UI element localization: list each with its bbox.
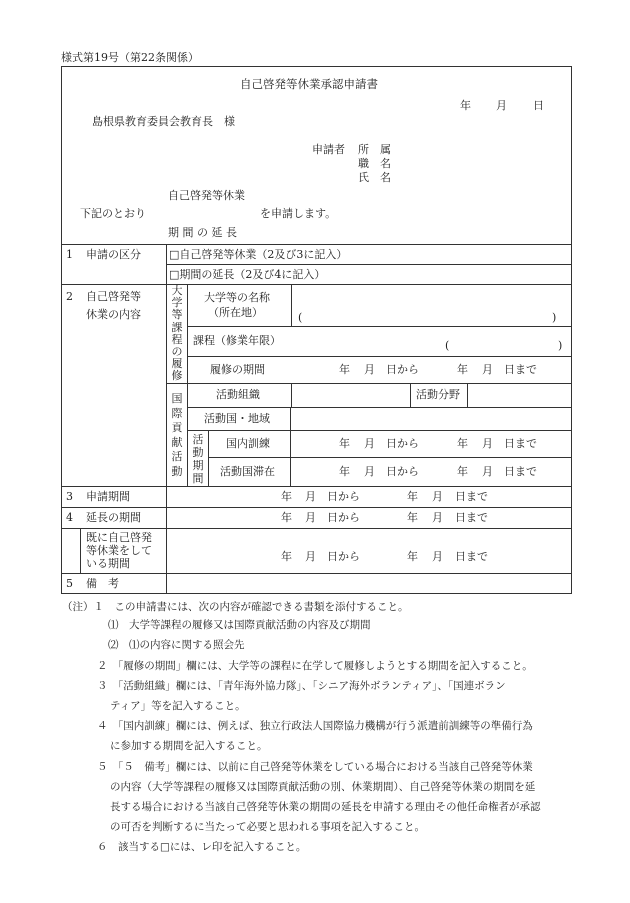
domestic-training-label: 国内訓練: [226, 437, 270, 450]
option-leave: 自己啓発等休業: [168, 189, 245, 202]
row3-number: 3: [66, 490, 73, 503]
domestic-from-month: 月: [364, 437, 375, 450]
abroad-to-year: 年: [457, 465, 468, 478]
request-prefix: 下記のとおり: [80, 207, 146, 220]
note-line: ティア」等を記入すること。: [110, 700, 246, 712]
row1-option-leave[interactable]: □自己啓発等休業（2及び3に記入）: [169, 248, 348, 261]
r4-to-month: 月: [432, 511, 443, 524]
r3-to-day: 日まで: [455, 490, 488, 503]
abroad-from-day: 日から: [386, 465, 419, 478]
date-day-label: 日: [533, 99, 544, 112]
r4-from-year: 年: [281, 511, 292, 524]
note-line: ４ 「国内訓練」欄には、例えば、独立行政法人国際協力機構が行う派遣前訓練等の準備行為: [97, 720, 533, 732]
note-line: ２ 「履修の期間」欄には、大学等の課程に在学して履修しようとする期間を記入すること。: [97, 660, 533, 672]
row2-label-line2: 休業の内容: [86, 308, 141, 321]
already-to-day: 日まで: [455, 550, 488, 563]
study-to-year: 年: [457, 363, 468, 376]
university-location-label: （所在地）: [208, 306, 263, 319]
affiliation-label: 所 属: [358, 143, 391, 156]
r3-from-year: 年: [281, 490, 292, 503]
already-from-year: 年: [281, 550, 292, 563]
activity-country-label: 活動国・地域: [204, 412, 270, 425]
already-from-month: 月: [305, 550, 316, 563]
row2-label-line1: 自己啓発等: [86, 290, 141, 303]
row5-number: 5: [66, 577, 73, 590]
note-line: に参加する期間を記入すること。: [110, 740, 268, 752]
r3-to-year: 年: [407, 490, 418, 503]
univ-paren-close: ): [552, 311, 557, 324]
abroad-to-month: 月: [482, 465, 493, 478]
note-line: ３ 「活動組織」欄には、「青年海外協力隊」、「シニア海外ボランティア」、「国連ボラン: [97, 680, 506, 692]
domestic-to-month: 月: [482, 437, 493, 450]
row3-label: 申請期間: [86, 490, 130, 503]
r4-to-day: 日まで: [455, 511, 488, 524]
r3-from-month: 月: [305, 490, 316, 503]
course-paren-open: (: [445, 339, 450, 352]
row1-label: 申請の区分: [86, 248, 141, 261]
intl-contribution-vertical-label: 国際貢献活動: [171, 392, 183, 478]
study-from-year: 年: [339, 363, 350, 376]
note-line: ６ 該当する□には、レ印を記入すること。: [97, 841, 307, 853]
date-year-label: 年: [460, 99, 471, 112]
note-line: （注）１ この申請書には、次の内容が確認できる書類を添付すること。: [62, 601, 409, 613]
activity-field-label: 活動分野: [416, 388, 460, 401]
note-line: ５ 「５ 備考」欄には、以前に自己啓発等休業をしている場合における当該自己啓発等休業: [97, 761, 533, 773]
row1-number: 1: [66, 248, 73, 261]
domestic-from-day: 日から: [386, 437, 419, 450]
document-title: 自己啓発等休業承認申請書: [240, 77, 378, 91]
university-name-label: 大学等の名称: [204, 291, 270, 304]
already-to-month: 月: [432, 550, 443, 563]
addressee: 島根県教育委員会教育長 様: [92, 115, 235, 128]
row4-label: 延長の期間: [86, 511, 141, 524]
request-suffix: を申請します。: [260, 207, 337, 220]
already-label-line3: いる期間: [86, 557, 130, 570]
note-line: ⑵ ⑴の内容に関する照会先: [108, 639, 245, 651]
study-to-day: 日まで: [504, 363, 537, 376]
activity-period-vertical-label: 活動期間: [192, 433, 204, 485]
abroad-to-day: 日まで: [504, 465, 537, 478]
already-label-line2: 等休業をして: [86, 544, 152, 557]
applicant-label: 申請者: [312, 143, 345, 156]
option-extension: 期 間 の 延 長: [168, 226, 237, 239]
row4-number: 4: [66, 511, 73, 524]
abroad-from-year: 年: [339, 465, 350, 478]
domestic-from-year: 年: [339, 437, 350, 450]
already-label-line1: 既に自己啓発: [86, 531, 152, 544]
already-from-day: 日から: [327, 550, 360, 563]
date-month-label: 月: [496, 99, 507, 112]
note-line: の内容（大学等課程の履修又は国際貢献活動の別、休業期間）、自己啓発等休業の期間を延: [110, 781, 536, 793]
study-from-day: 日から: [386, 363, 419, 376]
row5-label: 備 考: [86, 577, 119, 590]
course-label: 課程（修業年限）: [193, 334, 281, 347]
study-to-month: 月: [482, 363, 493, 376]
abroad-stay-label: 活動国滞在: [220, 465, 275, 478]
domestic-to-day: 日まで: [504, 437, 537, 450]
r3-from-day: 日から: [327, 490, 360, 503]
form-label: 様式第19号（第22条関係）: [61, 51, 199, 64]
r4-from-day: 日から: [327, 511, 360, 524]
univ-paren-open: (: [298, 311, 303, 324]
already-to-year: 年: [407, 550, 418, 563]
course-paren-close: ): [558, 339, 563, 352]
activity-org-label: 活動組織: [216, 388, 260, 401]
abroad-from-month: 月: [364, 465, 375, 478]
position-label: 職 名: [358, 157, 391, 170]
name-label: 氏 名: [358, 171, 391, 184]
r3-to-month: 月: [432, 490, 443, 503]
r4-from-month: 月: [305, 511, 316, 524]
row1-option-extension[interactable]: □期間の延長（2及び4に記入）: [169, 268, 326, 281]
r4-to-year: 年: [407, 511, 418, 524]
note-line: ⑴ 大学等課程の履修又は国際貢献活動の内容及び期間: [108, 619, 371, 631]
university-course-vertical-label: 大学等課程の履修: [171, 284, 183, 383]
domestic-to-year: 年: [457, 437, 468, 450]
row2-number: 2: [66, 290, 73, 303]
note-line: の可否を判断するに当たって必要と思われる事項を記入すること。: [110, 821, 425, 833]
study-from-month: 月: [364, 363, 375, 376]
study-period-label: 履修の期間: [210, 363, 265, 376]
note-line: 長する場合における当該自己啓発等休業の期間の延長を申請する理由その他任命権者が承認: [110, 801, 541, 813]
